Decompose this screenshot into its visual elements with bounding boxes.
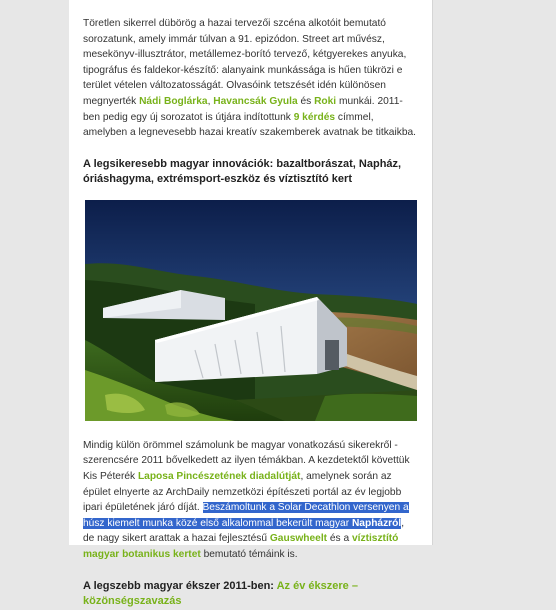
para2-text-5: bemutató témáink is.: [200, 548, 298, 560]
para2-text-3: , de nagy sikert arattak a hazai fejlesztésű: [83, 517, 405, 545]
link-9-kerdes[interactable]: 9 kérdés: [293, 111, 336, 123]
link-laposa-pinceszet[interactable]: Laposa Pincészetének diadalútját: [137, 470, 301, 482]
winery-photo[interactable]: [85, 200, 417, 421]
article-column: [69, 0, 433, 607]
intro-text-4: munkái. 2011-ben pedig egy új sorozatot is útjára indítottunk: [83, 95, 403, 123]
heading-jewelry-text: A legszebb magyar ékszer 2011-ben:: [83, 579, 277, 592]
link-havancsak-gyula[interactable]: Havancsák Gyula: [213, 95, 298, 107]
heading-innovations: A legsikeresebb magyar innovációk: bazaltborászat, Napház, óriáshagyma, extrémsport-eszköz és víztisztító kert: [83, 157, 402, 186]
para2-text-4: és a: [327, 533, 352, 545]
intro-text-1: Töretlen sikerrel dübörög a hazai tervezői szcéna alkotóit bemutató sorozatunk, amely immár túlvan a 91. epizódon. Street art művész, mesekönyv-illusztrátor, metállemez-borító tervező, kétgyerekes anyuka, tipográfus és faldekor-készítő: alanyaink munkássága is hűen tükrözi e terület vételen változatosságát. Olvasóink tetszését idén különösen megnyerték: [83, 18, 407, 107]
link-naphazrol[interactable]: Napházról: [351, 517, 402, 529]
para2-text-2: , amelynek során az épület elnyerte az ArchDaily nemzetközi építészeti portál az év legjobb ipari épületének járó díját.: [83, 470, 402, 514]
intro-text-5: címmel, amelyben a legnevesebb hazai kreatív szakemberek avatnak be titkaikba.: [83, 111, 416, 139]
link-gauswheelt[interactable]: Gauswheelt: [269, 533, 328, 545]
success-paragraph: [83, 438, 418, 563]
intro-text-2: ,: [207, 95, 214, 107]
link-ev-ekszere[interactable]: Az év ékszere – közönségszavazás: [83, 579, 358, 607]
link-nadi-boglarka[interactable]: Nádi Boglárka: [139, 95, 208, 107]
selected-text: Beszámoltunk a Solar Decathlon versenyen a húsz kiemelt munka közé első alkalommal bekerült magyar: [83, 502, 409, 529]
intro-text-3: és: [297, 95, 315, 107]
intro-paragraph: [83, 16, 418, 141]
link-botanikus-kert[interactable]: víztisztító magyar botanikus kertet: [83, 533, 399, 560]
link-roki[interactable]: Roki: [314, 95, 337, 107]
para2-text-1: Mindig külön örömmel számolunk be magyar vonatkozású sikerekről - szerencsére 2011 bővelkedett az ilyen témákban. A kezdetektől követtük Kis Péterék: [83, 439, 410, 482]
heading-jewelry: [83, 579, 418, 610]
